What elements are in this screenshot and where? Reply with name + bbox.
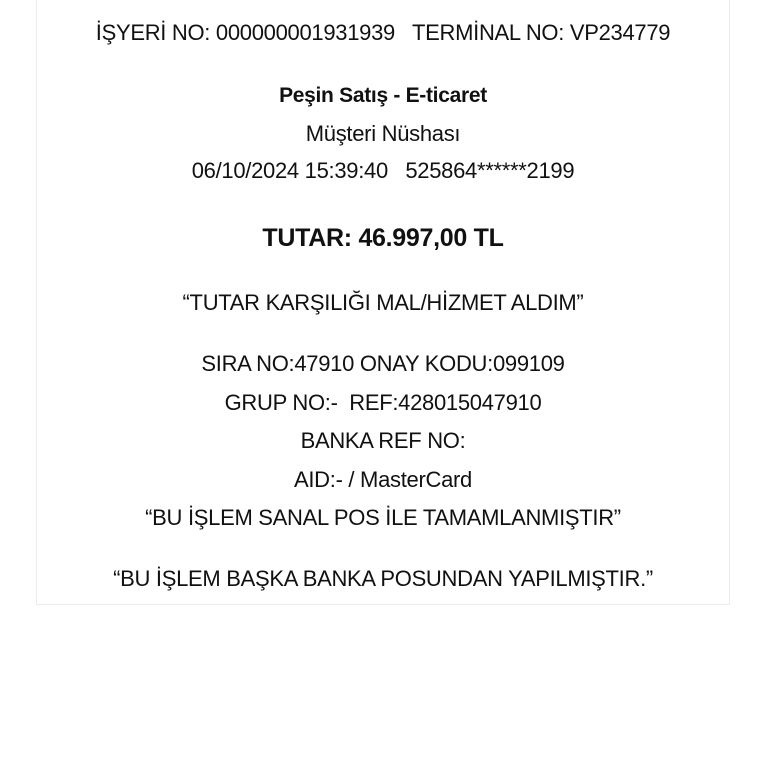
- bank-ref-line: BANKA REF NO:: [300, 428, 466, 453]
- receipt: [36, 0, 730, 605]
- virtual-pos-note: “BU İŞLEM SANAL POS İLE TAMAMLANMIŞTIR”: [145, 505, 621, 530]
- group-ref-line: GRUP NO:- REF:428015047910: [224, 390, 542, 415]
- copy-type: Müşteri Nüshası: [305, 121, 461, 146]
- sequence-approval-line: SIRA NO:47910 ONAY KODU:099109: [201, 351, 565, 376]
- datetime-card-line: 06/10/2024 15:39:40 525864******2199: [191, 158, 575, 183]
- acknowledgement-text: “TUTAR KARŞILIĞI MAL/HİZMET ALDIM”: [182, 290, 584, 315]
- amount-line: TUTAR: 46.997,00 TL: [262, 224, 504, 252]
- other-bank-note: “BU İŞLEM BAŞKA BANKA POSUNDAN YAPILMIŞTIR.”: [113, 566, 653, 591]
- aid-card-brand-line: AID:- / MasterCard: [294, 467, 472, 492]
- transaction-type: Peşin Satış - E-ticaret: [279, 84, 487, 107]
- merchant-terminal-line: İŞYERİ NO: 000000001931939 TERMİNAL NO: VP234779: [95, 20, 671, 45]
